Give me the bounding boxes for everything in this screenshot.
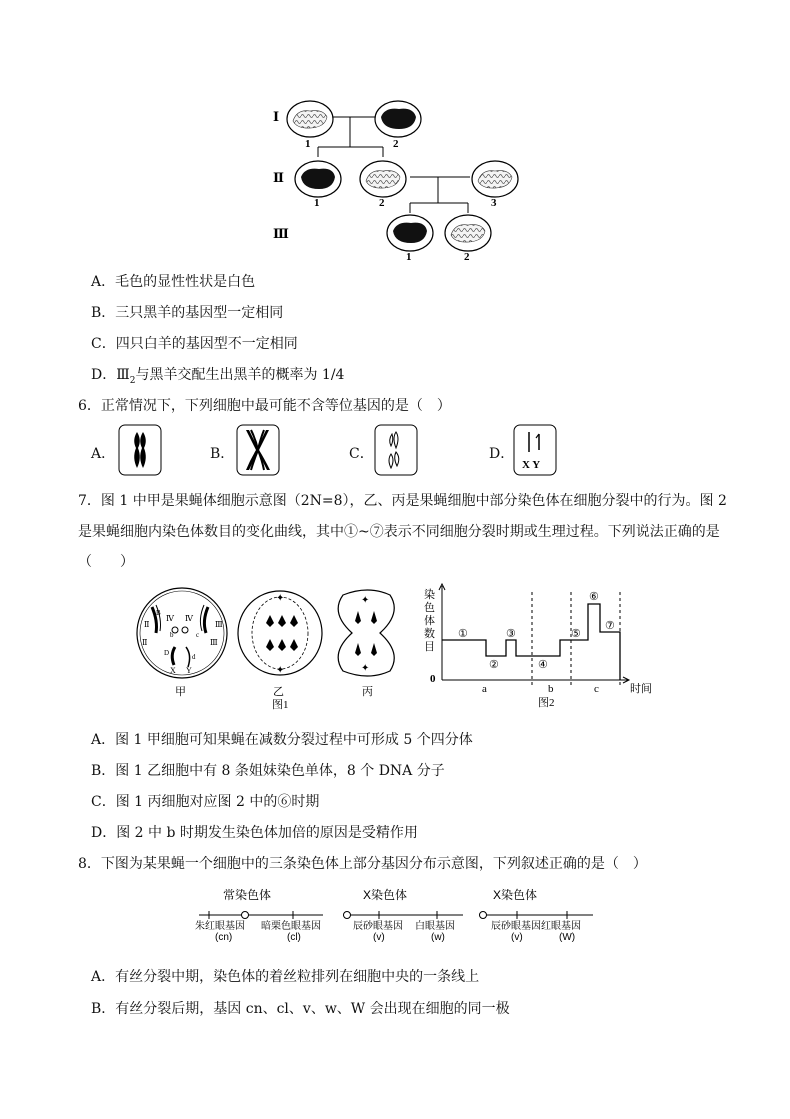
chrom-label: d bbox=[192, 653, 196, 661]
chrom3-title: X染色体 bbox=[493, 888, 538, 902]
generation-label-1: Ⅰ bbox=[273, 109, 280, 124]
svg-text:✦: ✦ bbox=[276, 593, 285, 604]
pedigree-num: 2 bbox=[393, 138, 399, 150]
figure-2 bbox=[420, 582, 665, 710]
chrom-label: Ⅳ bbox=[166, 614, 174, 623]
chrom3-gene1: 辰砂眼基因 bbox=[491, 921, 541, 932]
chrom3-gene2-sym: (W) bbox=[559, 932, 576, 943]
q7-stem-line2: 是果蝇细胞内染色体数目的变化曲线，其中①~⑦表示不同细胞分裂时期或生理过程。下列说法正确的是 bbox=[78, 524, 720, 540]
chrom1-title: 常染色体 bbox=[223, 888, 272, 902]
pedigree-num: 1 bbox=[406, 251, 412, 263]
q6-label-a: A． bbox=[91, 446, 116, 462]
pedigree-num: 2 bbox=[464, 251, 470, 263]
q6-cell-c bbox=[374, 424, 418, 476]
chromosome-x-1 bbox=[343, 887, 463, 943]
svg-text:✦: ✦ bbox=[361, 595, 370, 606]
chrom-label: Y bbox=[186, 666, 192, 675]
q7-option-a: A．图 1 甲细胞可知果蝇在减数分裂过程中可形成 5 个四分体 bbox=[91, 732, 473, 748]
q6-cell-d bbox=[513, 424, 557, 476]
q6-label-d: D． bbox=[489, 446, 515, 462]
fig2-origin: 0 bbox=[430, 673, 436, 685]
chrom-label: Ⅱ bbox=[142, 638, 148, 647]
pedigree-num: 2 bbox=[379, 197, 385, 209]
sheep-white-II-2 bbox=[360, 161, 406, 197]
stage-2: ② bbox=[489, 659, 499, 671]
q8-option-a: A．有丝分裂中期，染色体的着丝粒排列在细胞中央的一条线上 bbox=[91, 969, 480, 985]
fig2-ylabel-2: 体 bbox=[424, 615, 435, 627]
chrom2-title: X染色体 bbox=[363, 888, 408, 902]
stage-4: ④ bbox=[538, 659, 548, 671]
stage-3: ③ bbox=[506, 628, 516, 640]
jia-label: 甲 bbox=[175, 686, 186, 698]
generation-label-2: Ⅱ bbox=[273, 170, 284, 185]
q8-stem: 8．下图为某果蝇一个细胞中的三条染色体上部分基因分布示意图，下列叙述正确的是（ ） bbox=[78, 856, 647, 872]
stage-7: ⑦ bbox=[605, 620, 615, 632]
pedigree-num: 1 bbox=[314, 197, 320, 209]
q8-option-b: B．有丝分裂后期，基因 cn、cl、v、w、W 会出现在细胞的同一极 bbox=[91, 1001, 510, 1017]
chromosome-x-2 bbox=[479, 887, 593, 943]
generation-label-3: Ⅲ bbox=[273, 226, 289, 241]
yi-label: 乙 bbox=[273, 686, 284, 698]
fig2-ylabel-1: 色 bbox=[424, 602, 435, 614]
chrom-label: X bbox=[170, 666, 176, 675]
q5-option-d bbox=[91, 364, 344, 386]
chrom1-gene2-sym: (cl) bbox=[287, 932, 301, 943]
pedigree-num: 3 bbox=[491, 197, 497, 209]
svg-text:✦: ✦ bbox=[276, 665, 285, 676]
chrom-label: D bbox=[164, 649, 170, 657]
q6-cell-b bbox=[236, 424, 280, 476]
q6-label-c: C． bbox=[349, 446, 374, 462]
stage-1: ① bbox=[458, 628, 468, 640]
chrom-label: c bbox=[196, 631, 200, 639]
q7-option-b: B．图 1 乙细胞中有 8 条姐妹染色单体，8 个 DNA 分子 bbox=[91, 763, 445, 779]
pedigree-num: 1 bbox=[305, 138, 311, 150]
q7-option-c: C．图 1 丙细胞对应图 2 中的⑥时期 bbox=[91, 794, 320, 810]
phase-c: c bbox=[594, 683, 599, 695]
fig1-caption: 图1 bbox=[272, 699, 289, 710]
pedigree-figure bbox=[265, 95, 525, 265]
chrom1-gene1: 朱红眼基因 bbox=[195, 921, 245, 932]
chrom-label: B bbox=[156, 609, 161, 617]
fig2-caption: 图2 bbox=[538, 697, 555, 709]
q6-stem: 6．正常情况下，下列细胞中最可能不含等位基因的是（ ） bbox=[78, 398, 451, 414]
q5-option-d-sub: 2 bbox=[129, 375, 136, 386]
stage-5: ⑤ bbox=[571, 628, 581, 640]
fig2-xlabel: 时间 bbox=[630, 683, 652, 695]
fig2-ylabel-0: 染 bbox=[424, 589, 435, 601]
q5-option-a: A．毛色的显性性状是白色 bbox=[91, 274, 256, 290]
q5-option-d-prefix: D．Ⅲ bbox=[91, 367, 130, 383]
fig2-ylabel-4: 目 bbox=[424, 641, 435, 653]
chrom-label: Ⅲ bbox=[210, 638, 218, 647]
q5-option-d-suffix: 与黑羊交配生出黑羊的概率为 1/4 bbox=[135, 367, 345, 383]
sheep-white-II-3 bbox=[472, 161, 518, 197]
chrom2-gene2-sym: (w) bbox=[431, 932, 445, 943]
chrom1-gene1-sym: (cn) bbox=[215, 932, 233, 943]
cell-yi bbox=[238, 591, 322, 676]
chrom2-gene1-sym: (v) bbox=[373, 932, 385, 943]
chrom2-gene1: 辰砂眼基因 bbox=[353, 921, 403, 932]
chrom2-gene2: 白眼基因 bbox=[415, 921, 455, 932]
q7-stem-line1: 7．图 1 中甲是果蝇体细胞示意图（2N=8），乙、丙是果蝇细胞中部分染色体在细胞分裂中的行为。图 2 bbox=[78, 493, 727, 509]
chrom-label: b bbox=[170, 631, 174, 639]
phase-a: a bbox=[482, 683, 487, 695]
sheep-black-II-1 bbox=[295, 161, 341, 197]
chrom3-gene2: 红眼基因 bbox=[541, 921, 581, 932]
sheep-black-I-2 bbox=[375, 101, 421, 137]
sheep-black-III-1 bbox=[387, 215, 433, 251]
fig2-ylabel-3: 数 bbox=[424, 628, 435, 640]
phase-b: b bbox=[548, 683, 554, 695]
q6-xy-label: X Y bbox=[522, 459, 541, 471]
cell-bing bbox=[338, 590, 394, 676]
sheep-white-I-1 bbox=[287, 101, 333, 137]
chrom3-gene1-sym: (v) bbox=[511, 932, 523, 943]
q5-option-c: C．四只白羊的基因型不一定相同 bbox=[91, 336, 298, 352]
q7-option-d: D．图 2 中 b 时期发生染色体加倍的原因是受精作用 bbox=[91, 825, 418, 841]
chromosome-autosome bbox=[195, 887, 323, 943]
figure-1 bbox=[130, 585, 420, 710]
gene-map-figure bbox=[195, 885, 595, 947]
chrom-label: Ⅳ bbox=[185, 614, 193, 623]
chrom-label: Ⅲ bbox=[215, 620, 223, 629]
q7-stem-line3: （ ） bbox=[78, 554, 134, 570]
q6-label-b: B． bbox=[210, 446, 235, 462]
bing-label: 丙 bbox=[362, 686, 373, 698]
svg-text:✦: ✦ bbox=[361, 663, 370, 674]
q5-option-b: B．三只黑羊的基因型一定相同 bbox=[91, 305, 284, 321]
cell-jia bbox=[137, 588, 227, 678]
sheep-white-III-2 bbox=[445, 215, 491, 251]
chrom-label: Ⅱ bbox=[144, 620, 150, 629]
stage-6: ⑥ bbox=[589, 591, 599, 603]
chrom1-gene2: 暗栗色眼基因 bbox=[261, 921, 321, 932]
q6-cell-a bbox=[118, 424, 162, 476]
